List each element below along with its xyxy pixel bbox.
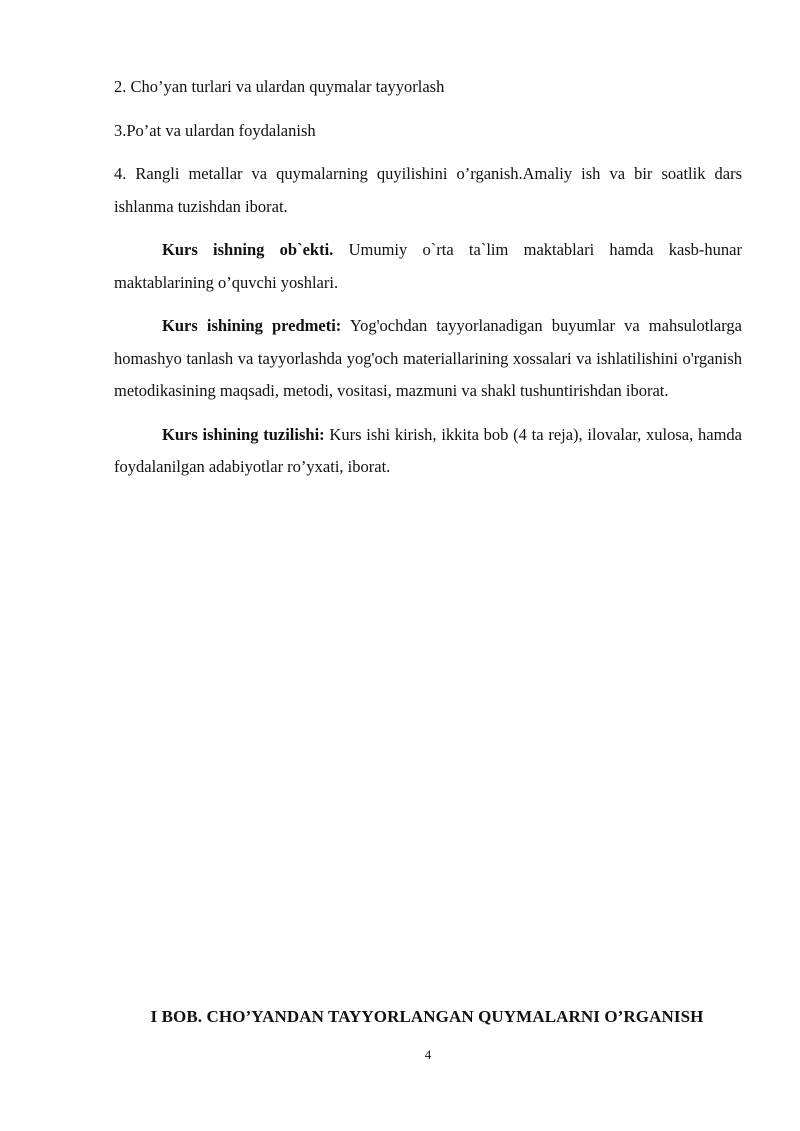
list-item-2: 2. Cho’yan turlari va ulardan quymalar tayyorlash [114,77,445,96]
object-text: Umumiy o`rta ta`lim maktablari hamda kasb-hunar maktablarining o’quvchi yoshlari. [114,240,742,292]
body-text [114,71,742,484]
paragraph-subject [114,310,742,408]
chapter-heading: I BOB. CHO’YANDAN TAYYORLANGAN QUYMALARNI O’RGANISH [150,1007,704,1026]
structure-label: Kurs ishining tuzilishi: [162,424,325,444]
paragraph-structure [114,419,742,484]
page-number: 4 [424,1047,432,1062]
structure-text: Kurs ishi kirish, ikkita bob (4 ta reja), ilovalar, xulosa, hamda foydalanilgan adabiyotlar ro’yxati, iborat. [114,424,742,476]
paragraph-object [114,234,742,299]
object-label: Kurs ishning ob`ekti. [162,240,334,259]
subject-label: Kurs ishining predmeti: [162,316,342,335]
subject-text: Yog'ochdan tayyorlanadigan buyumlar va mahsulotlarga homashyo tanlash va tayyorlashda yog'och materiallarining xossalari va ishlatilishini o'rganish metodikasining maqsadi, metodi, vositasi, mazmuni va shakl tushuntirishdan iborat. [114,316,742,400]
list-item-4: 4. Rangli metallar va quymalarning quyilishini o’rganish.Amaliy ish va bir soatlik dars ishlanma tuzishdan iborat. [114,164,742,216]
list-item-3: 3.Po’at va ulardan foydalanish [114,120,316,140]
